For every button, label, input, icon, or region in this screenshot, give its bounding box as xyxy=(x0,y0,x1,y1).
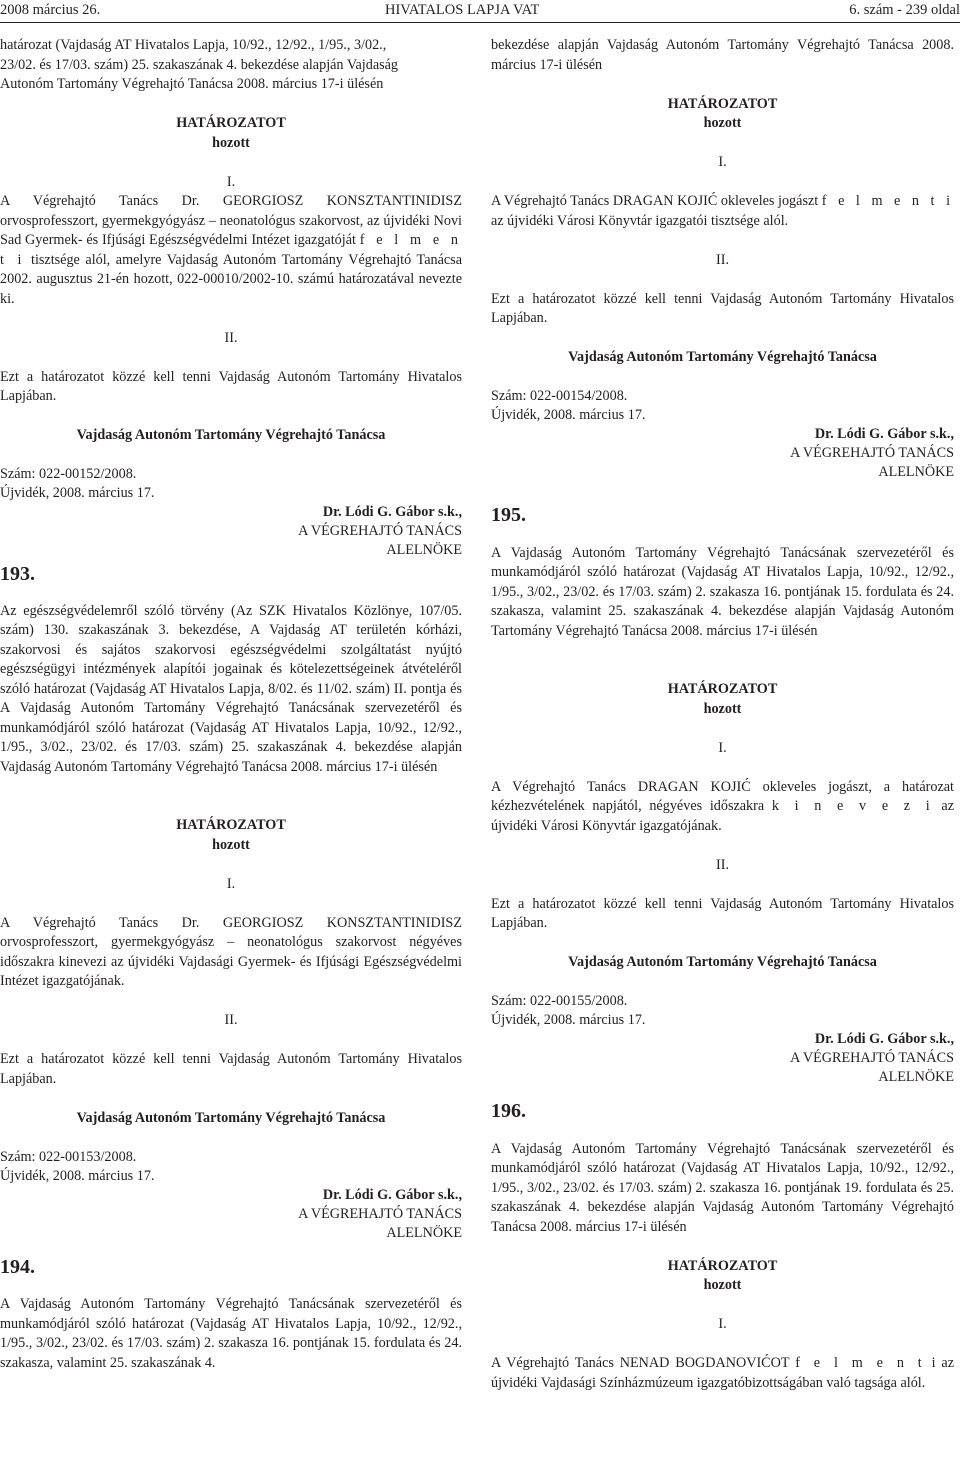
signature-block xyxy=(0,1148,462,1276)
publication-clause: Ezt a határozatot közzé kell tenni Vajdaság Autonóm Tartomány Hivatalos Lapjában. xyxy=(491,290,954,326)
signatory-name: Dr. Lódi G. Gábor s.k., xyxy=(322,504,462,520)
decision-subheading: hozott xyxy=(703,115,742,131)
publication-clause: Ezt a határozatot közzé kell tenni Vajdaság Autonóm Tartomány Hivatalos Lapjában. xyxy=(0,1051,462,1087)
signatory-role: ALELNÖKE xyxy=(386,542,462,558)
header-date: 2008 március 26. xyxy=(0,2,101,18)
publication-clause: Ezt a határozatot közzé kell tenni Vajdaság Autonóm Tartomány Hivatalos Lapjában. xyxy=(0,368,462,404)
decision-verb: f e l m e n t i xyxy=(821,193,955,209)
intro-text: bekezdése alapján Vajdaság Autonóm Tartomány Végrehajtó Tanácsa 2008. március 17-i ülésén xyxy=(491,37,954,73)
signature-block xyxy=(0,465,462,585)
place-date: Újvidék, 2008. március 17. xyxy=(491,407,646,423)
decision-heading: HATÁROZATOT xyxy=(176,817,286,833)
decision-body xyxy=(491,192,954,231)
decision-subheading: hozott xyxy=(703,1277,742,1293)
decision-text: A Végrehajtó Tanács NENAD BOGDANOVIĆOT xyxy=(491,1355,790,1371)
header-rule xyxy=(0,22,960,23)
reference-number: Szám: 022-00153/2008. xyxy=(0,1148,137,1165)
signatory-name: Dr. Lódi G. Gábor s.k., xyxy=(814,426,954,442)
section-number: II. xyxy=(224,1012,238,1028)
header-journal: HIVATALOS LAPJA VAT xyxy=(385,2,540,18)
decision-text-rest: az újvidéki Városi Könyvtár igazgatójának. xyxy=(491,798,955,834)
decision-text: A Végrehajtó Tanács DRAGAN KOJIĆ okleveles jogászt xyxy=(491,193,819,209)
reference-number: Szám: 022-00152/2008. xyxy=(0,466,137,482)
council-name: Vajdaság Autonóm Tartomány Végrehajtó Tanácsa xyxy=(568,954,877,970)
intro-line: 23/02. és 17/03. szám) 25. szakaszának 4. bekezdése alapján Vajdaság xyxy=(0,56,399,73)
decision-verb: f e l m e n t i xyxy=(0,232,462,268)
decision-text: A Végrehajtó Tanács Dr. GEORGIOSZ KONSZTANTINIDISZ orvosprofesszort, gyermekgyógyász – neonatológus szakorvost, az újvidéki Novi Sad Gyermek- és Ifjúsági Egészségvédelmi Intézet igazgatóját xyxy=(0,193,462,248)
decision-body: A Végrehajtó Tanács Dr. GEORGIOSZ KONSZTANTINIDISZ orvosprofesszort, gyermekgyógyász – neonatológus szakorvost négyéves időszakra kinevezi az újvidéki Vajdasági Gyermek- és Ifjúsági Egészségvédelmi Intézet igazgatójának. xyxy=(0,914,462,989)
decision-verb: k i n e v e z i xyxy=(771,798,934,814)
signature-block xyxy=(491,992,954,1120)
document-number: 194. xyxy=(0,1255,35,1278)
legal-basis: A Vajdaság Autonóm Tartomány Végrehajtó Tanácsának szervezetéről és munkamódjáról szóló határozat (Vajdaság AT Hivatalos Lapja, 10/92., 12/92., 1/95., 3/02., 23/02. és 17/03. szám) 2. szakasza 16. pontjának 15. fordulata és 24. szakasza, valamint 25. szakaszának 4. bekezdése alapján Vajdaság Autonóm Tartomány Végrehajtó Tanácsa 2008. március 17-i ülésén xyxy=(491,544,954,639)
document-number: 193. xyxy=(0,563,35,585)
publication-clause: Ezt a határozatot közzé kell tenni Vajdaság Autonóm Tartomány Hivatalos Lapjában. xyxy=(491,895,954,931)
legal-basis: A Vajdaság Autonóm Tartomány Végrehajtó Tanácsának szervezetéről és munkamódjáról szóló határozat (Vajdaság AT Hivatalos Lapja, 10/92., 12/92., 1/95., 3/02., 23/02. és 17/03. szám) 2. szakasza 16. pontjának 19. fordulata és 25. szakaszának 4. bekezdése alapján Vajdaság Autonóm Tartomány Végrehajtó Tanácsa 2008. március 17-i ülésén xyxy=(491,1140,954,1235)
decision-text-rest: i az újvidéki Vajdasági Színházmúzeum igazgatóbizottságában való tagsága alól. xyxy=(491,1355,954,1391)
section-number: II. xyxy=(716,251,729,268)
signatory-role: ALELNÖKE xyxy=(878,1069,954,1085)
place-date: Újvidék, 2008. március 17. xyxy=(0,1167,155,1184)
right-column xyxy=(491,36,954,1393)
signature-block xyxy=(491,387,954,524)
reference-number: Szám: 022-00155/2008. xyxy=(491,993,628,1009)
decision-body xyxy=(491,1354,954,1393)
signatory-title: A VÉGREHAJTÓ TANÁCS xyxy=(790,1050,954,1066)
section-number: I. xyxy=(718,739,727,756)
section-number: I. xyxy=(718,154,727,170)
decision-heading: HATÁROZATOT xyxy=(176,115,286,131)
intro-line: határozat (Vajdaság AT Hivatalos Lapja, 10/92., 12/92., 1/95., 3/02., xyxy=(0,37,387,53)
page-header xyxy=(0,0,960,20)
decision-text: A Végrehajtó Tanács DRAGAN KOJIĆ okleveles jogászt, a határozat kézhezvételének napjától, négyéves időszakra xyxy=(491,778,954,814)
signatory-name: Dr. Lódi G. Gábor s.k., xyxy=(322,1186,462,1203)
section-number: I. xyxy=(718,1316,727,1332)
signatory-title: A VÉGREHAJTÓ TANÁCS xyxy=(298,1205,462,1222)
signatory-name: Dr. Lódi G. Gábor s.k., xyxy=(814,1031,954,1047)
header-page-number: 6. szám - 239 oldal xyxy=(849,2,960,18)
decision-subheading: hozott xyxy=(212,134,250,151)
signatory-role: ALELNÖKE xyxy=(386,1224,462,1241)
reference-number: Szám: 022-00154/2008. xyxy=(491,388,628,404)
council-name: Vajdaság Autonóm Tartomány Végrehajtó Tanácsa xyxy=(76,1109,386,1126)
decision-heading: HATÁROZATOT xyxy=(667,95,778,112)
decision-subheading: hozott xyxy=(703,700,742,717)
decision-text-rest: az újvidéki Városi Könyvtár igazgatói tisztsége alól. xyxy=(491,212,789,229)
section-number: I. xyxy=(226,875,236,892)
document-number: 196. xyxy=(491,1100,526,1122)
signatory-role: ALELNÖKE xyxy=(878,464,954,480)
signatory-title: A VÉGREHAJTÓ TANÁCS xyxy=(298,523,462,539)
left-column xyxy=(0,36,462,1373)
council-name: Vajdaság Autonóm Tartomány Végrehajtó Tanácsa xyxy=(568,349,877,365)
decision-subheading: hozott xyxy=(212,836,250,853)
decision-body xyxy=(0,192,462,309)
intro-line: Autonóm Tartomány Végrehajtó Tanácsa 2008. március 17-i ülésén xyxy=(0,76,384,92)
document-number: 195. xyxy=(491,504,526,526)
council-name: Vajdaság Autonóm Tartomány Végrehajtó Tanácsa xyxy=(76,427,386,443)
section-number: I. xyxy=(226,173,236,190)
legal-basis: A Vajdaság Autonóm Tartomány Végrehajtó Tanácsának szervezetéről és munkamódjáról szóló határozat (Vajdaság AT Hivatalos Lapja, 10/92., 12/92., 1/95., 3/02., 23/02. és 17/03. szám) 2. szakasza 16. pontjának 15. fordulata és 24. szakasza, valamint 25. szakaszának 4. xyxy=(0,1296,462,1371)
place-date: Újvidék, 2008. március 17. xyxy=(0,485,155,501)
section-number: II. xyxy=(224,329,238,346)
decision-heading: HATÁROZATOT xyxy=(667,1257,778,1274)
decision-heading: HATÁROZATOT xyxy=(667,681,778,697)
place-date: Újvidék, 2008. március 17. xyxy=(491,1012,646,1028)
signatory-title: A VÉGREHAJTÓ TANÁCS xyxy=(790,445,954,461)
section-number: II. xyxy=(716,856,729,873)
legal-basis: Az egészségvédelemről szóló törvény (Az SZK Hivatalos Közlönye, 107/05. szám) 130. szakaszának 3. bekezdése, A Vajdaság AT területén kórházi, szakorvosi és sajátos szakorvosi egészségvédelmi szolgáltatást nyújtó egészségügyi intézmények alapítói jogainak és kötelezettségeinek átvételéről szóló határozat (Vajdaság AT Hivatalos Lapja, 8/02. és 11/02. szám) II. pontja és A Vajdaság Autonóm Tartomány Végrehajtó Tanácsának szervezetéről és munkamódjáról szóló határozat (Vajdaság AT Hivatalos Lapja, 10/92., 12/92., 1/95., 3/02., 23/02. és 17/03. szám) 25. szakaszának 4. bekezdése alapján Vajdaság Autonóm Tartomány Végrehajtó Tanácsa 2008. március 17-i ülésén xyxy=(0,602,462,775)
decision-verb: f e l m e n t xyxy=(795,1355,926,1371)
decision-body xyxy=(491,778,954,837)
decision-text-rest: tisztsége alól, amelyre Vajdaság Autonóm Tartomány Végrehajtó Tanácsa 2002. augusztus 21-én hozott, 022-00010/2002-10. számú határozatával nevezte ki. xyxy=(0,251,462,307)
